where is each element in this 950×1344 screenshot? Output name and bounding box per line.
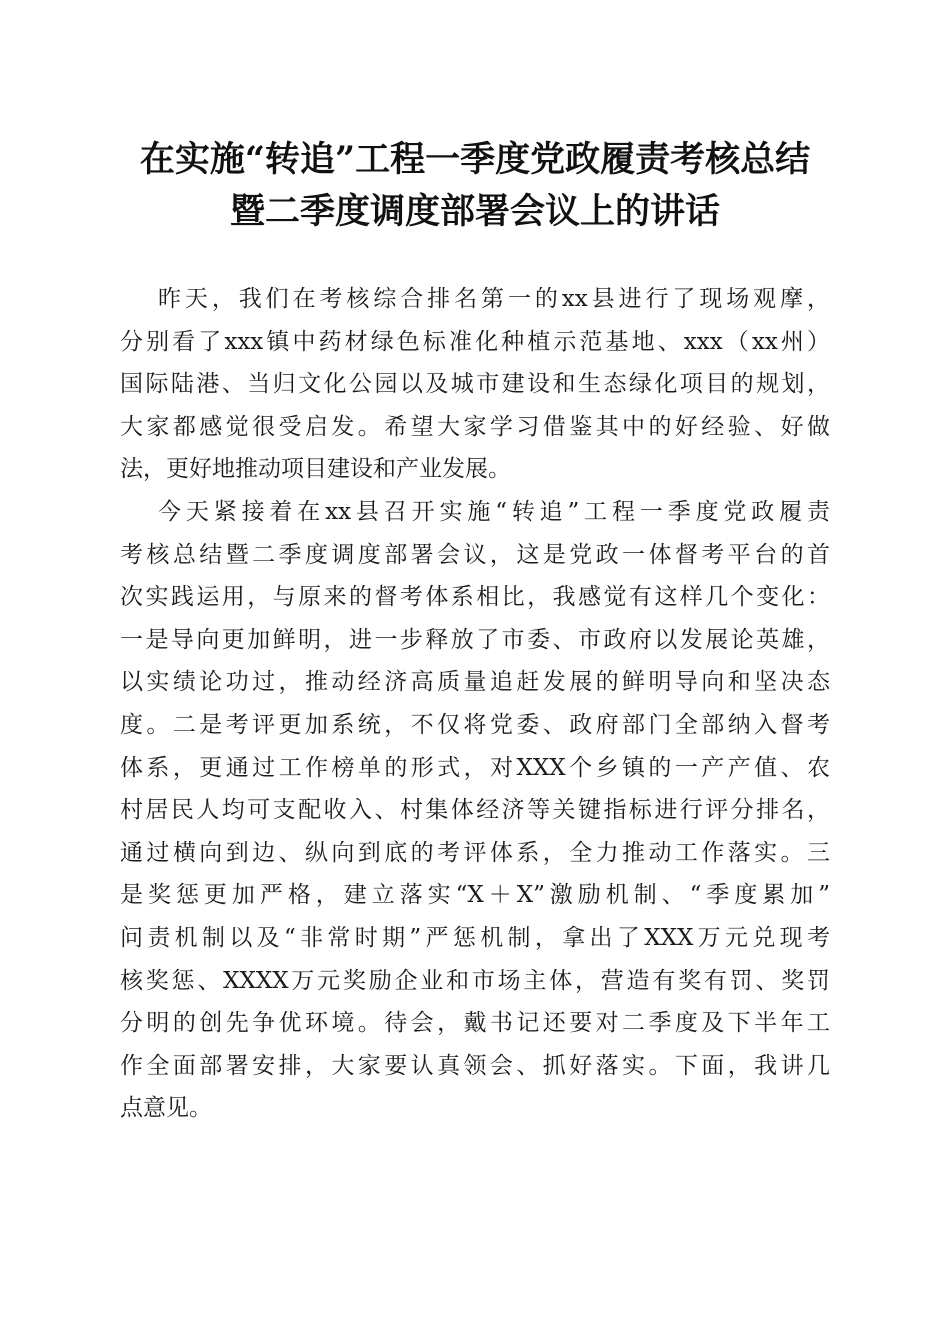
text-line: 一是导向更加鲜明，进一步释放了市委、市政府以发展论英雄， (120, 626, 830, 653)
text-line: 法，更好地推动项目建设和产业发展。 (120, 456, 511, 483)
text-line: 村居民人均可支配收入、村集体经济等关键指标进行评分排名， (120, 797, 830, 824)
title-line-1: 在实施“转追”工程一季度党政履责考核总结 (139, 139, 811, 180)
text-line: 问责机制以及“非常时期”严惩机制，拿出了XXX万元兑现考 (120, 924, 830, 951)
text-line: 通过横向到边、纵向到底的考评体系，全力推动工作落实。三 (120, 839, 830, 866)
text-line: 是奖惩更加严格，建立落实“X＋X”激励机制、“季度累加” (120, 882, 830, 909)
text-line: 分明的创先争优环境。待会，戴书记还要对二季度及下半年工 (120, 1010, 830, 1037)
text-line: 今天紧接着在xx县召开实施“转追”工程一季度党政履责 (158, 498, 830, 525)
text-line: 点意见。 (120, 1095, 212, 1122)
text-line: 大家都感觉很受启发。希望大家学习借鉴其中的好经验、好做 (120, 413, 830, 440)
paragraph-2 (120, 491, 830, 1130)
text-line: 昨天，我们在考核综合排名第一的xx县进行了现场观摩， (158, 286, 830, 312)
paragraph-1 (120, 278, 830, 491)
text-line: 国际陆港、当归文化公园以及城市建设和生态绿化项目的规划， (120, 371, 830, 398)
text-line: 以实绩论功过，推动经济高质量追赶发展的鲜明导向和坚决态 (120, 669, 830, 696)
document-title (100, 134, 850, 238)
text-line: 度。二是考评更加系统，不仅将党委、政府部门全部纳入督考 (120, 711, 830, 738)
document-body (120, 278, 830, 1130)
title-line-2: 暨二季度调度部署会议上的讲话 (229, 191, 720, 232)
text-line: 次实践运用，与原来的督考体系相比，我感觉有这样几个变化： (120, 584, 830, 611)
text-line: 核奖惩、XXXX万元奖励企业和市场主体，营造有奖有罚、奖罚 (120, 967, 830, 994)
text-line: 体系，更通过工作榜单的形式，对XXX个乡镇的一产产值、农 (120, 754, 830, 781)
text-line: 作全面部署安排，大家要认真领会、抓好落实。下面，我讲几 (120, 1052, 830, 1079)
text-line: 分别看了xxx镇中药材绿色标准化种植示范基地、xxx（xx州） (120, 328, 830, 355)
text-line: 考核总结暨二季度调度部署会议，这是党政一体督考平台的首 (120, 541, 830, 568)
